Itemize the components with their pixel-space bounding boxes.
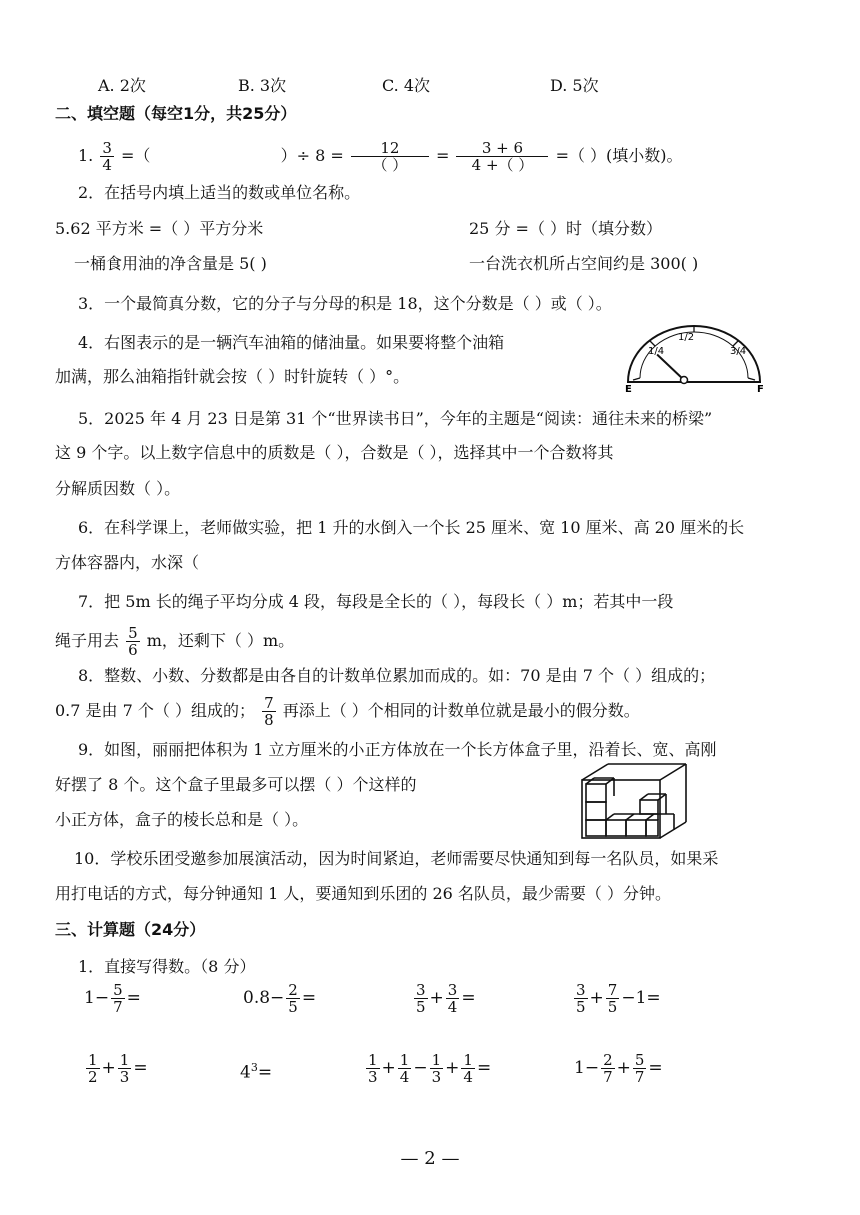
calc-fraction-2-den: 4 <box>399 1068 410 1086</box>
q1-frac3-num: 3 + 6 <box>456 140 548 157</box>
q8-part-b: 再添上（ ）个相同的计数单位就是最小的假分数。 <box>282 701 640 720</box>
q1-frac2-num: 12 <box>351 140 429 157</box>
q8-frac-num: 7 <box>264 694 274 712</box>
calc-fraction-2-num: 7 <box>607 981 618 999</box>
calc-fraction-3-den: 3 <box>431 1068 442 1086</box>
calc-operator-1: + <box>616 1058 631 1078</box>
q8-part-a: 0.7 是由 7 个（ ）组成的； <box>55 701 255 720</box>
question-6-line-2: 方体容器内，水深（ <box>55 553 200 572</box>
question-3: 3．一个最简真分数，它的分子与分母的积是 18，这个分数是（ ）或（ ）。 <box>78 294 612 313</box>
calc-fraction-2 <box>398 1052 412 1085</box>
calc-prefix: 1− <box>574 1058 600 1078</box>
q1-fraction-3 <box>456 140 548 173</box>
calc-fraction-1-num: 5 <box>113 981 123 999</box>
q1-mid1: ）÷ 8 = <box>280 146 344 165</box>
calc-prefix: 1− <box>84 988 110 1008</box>
calc-operator-3: + <box>445 1058 460 1078</box>
calc-operator-2: − <box>413 1058 428 1078</box>
q7-part-a: 绳子用去 <box>55 631 120 650</box>
calc-fraction-1-num: 1 <box>368 1051 378 1069</box>
q1-fraction-2 <box>351 140 429 173</box>
calc-fraction-1-den: 7 <box>113 998 123 1016</box>
gauge-label-full: F <box>757 384 764 392</box>
calc-fraction-2-den: 7 <box>634 1068 645 1086</box>
calc-fraction-4-num: 1 <box>463 1051 473 1069</box>
calc-equals: = <box>257 1062 273 1083</box>
calc-item-1 <box>84 978 141 1018</box>
calc-item-4 <box>572 978 661 1018</box>
gauge-label-empty: E <box>625 384 632 392</box>
calc-fraction-1-num: 3 <box>576 981 586 999</box>
section-2-title: 二、填空题（每空1分，共25分） <box>55 104 297 123</box>
question-4-line-1: 4．右图表示的是一辆汽车油箱的储油量。如果要将整个油箱 <box>78 333 505 352</box>
calc-fraction-2-den: 5 <box>607 998 618 1016</box>
question-1 <box>78 140 683 172</box>
question-9-line-2: 好摆了 8 个。这个盒子里最多可以摆（ ）个这样的 <box>55 775 417 794</box>
fuel-gauge-diagram <box>618 318 768 392</box>
question-9-line-1: 9．如图，丽丽把体积为 1 立方厘米的小正方体放在一个长方体盒子里，沿着长、宽、高刚 <box>78 740 717 759</box>
q8-frac-den: 8 <box>264 711 274 729</box>
question-2-a: 5.62 平方米 =（ ）平方分米 <box>55 219 264 238</box>
q1-fraction-1 <box>100 140 114 173</box>
question-8-line-2 <box>55 694 640 728</box>
q1-frac1-den: 4 <box>102 156 112 174</box>
calc-fraction-1 <box>286 982 300 1015</box>
calc-exponent: 3 <box>250 1061 258 1074</box>
question-2-b: 25 分 =（ ）时（填分数） <box>469 219 663 238</box>
calc-fraction-1-den: 7 <box>603 1068 613 1086</box>
calc-fraction-1-num: 2 <box>288 981 298 999</box>
question-2-d: 一台洗衣机所占空间约是 300( ) <box>469 254 699 273</box>
calc-equals: = <box>648 1058 663 1078</box>
question-8-line-1: 8．整数、小数、分数都是由各自的计数单位累加而成的。如：70 是由 7 个（ ）组成的； <box>78 666 716 685</box>
calc-equals: = <box>126 988 141 1008</box>
q1-frac2-den: （ ） <box>372 156 408 174</box>
question-4-line-2: 加满，那么油箱指针就会按（ ）时针旋转（ ）°。 <box>55 367 410 386</box>
question-5-line-1: 5．2025 年 4 月 23 日是第 31 个“世界读书日”，今年的主题是“阅读：通往未来的桥梁” <box>78 409 713 428</box>
calc-item-5 <box>84 1048 148 1088</box>
question-2: 2．在括号内填上适当的数或单位名称。 <box>78 183 361 202</box>
question-5-line-3: 分解质因数（ ）。 <box>55 479 181 498</box>
calc-fraction-4 <box>461 1052 475 1085</box>
calc-fraction-4-den: 4 <box>463 1068 473 1086</box>
option-c: C. 4次 <box>382 76 431 95</box>
q1-eq1: =（ <box>121 146 151 165</box>
q7-frac-den: 6 <box>128 641 138 659</box>
calc-fraction-1-den: 5 <box>576 998 586 1016</box>
q1-frac3-den: 4 +（ ） <box>471 156 534 174</box>
calc-fraction-2 <box>118 1052 132 1085</box>
question-7-line-1: 7．把 5m 长的绳子平均分成 4 段，每段是全长的（ ），每段长（ ）m；若其中一段 <box>78 592 674 611</box>
calc-equals: = <box>301 988 317 1008</box>
calc-fraction-1-den: 5 <box>416 998 426 1016</box>
section-3-title: 三、计算题（24分） <box>55 920 206 939</box>
q1-frac1-num: 3 <box>102 139 112 157</box>
cube-box-diagram <box>580 760 692 840</box>
gauge-pivot <box>681 377 688 384</box>
calc-fraction-3 <box>430 1052 444 1085</box>
section-3-subtitle: 1．直接写得数。（8 分） <box>78 957 256 976</box>
calc-fraction-1-den: 5 <box>288 998 298 1016</box>
calc-equals: = <box>476 1058 492 1078</box>
calc-item-8 <box>574 1048 663 1088</box>
calc-operator-1: + <box>589 988 604 1008</box>
calc-operator-1: + <box>101 1058 116 1078</box>
calc-equals: = <box>461 988 476 1008</box>
calc-item-2 <box>243 978 316 1018</box>
q7-fraction <box>126 625 140 658</box>
gauge-label-half: 1/2 <box>678 332 695 343</box>
calc-item-7 <box>364 1048 491 1088</box>
question-10-line-2: 用打电话的方式，每分钟通知 1 人，要通知到乐团的 26 名队员，最少需要（ ）分钟。 <box>55 884 671 903</box>
calc-fraction-2-num: 1 <box>399 1051 410 1069</box>
question-5-line-2: 这 9 个字。以上数字信息中的质数是（ ），合数是（ ），选择其中一个合数将其 <box>55 443 614 462</box>
q8-fraction <box>262 695 276 728</box>
calc-equals: = <box>133 1058 148 1078</box>
calc-fraction-2 <box>633 1052 647 1085</box>
calc-fraction-1 <box>414 982 428 1015</box>
page-footer: — 2 — <box>400 1148 460 1169</box>
question-2-c: 一桶食用油的净含量是 5( ) <box>74 254 267 273</box>
calc-prefix: 0.8− <box>243 988 285 1008</box>
calc-fraction-1 <box>111 982 125 1015</box>
question-10-line-1: 10．学校乐团受邀参加展演活动，因为时间紧迫，老师需要尽快通知到每一名队员，如果采 <box>74 849 719 868</box>
calc-fraction-1 <box>86 1052 100 1085</box>
calc-fraction-1-num: 2 <box>603 1051 613 1069</box>
q1-tail: =（ ）(填小数)。 <box>555 146 683 165</box>
calc-item-3 <box>412 978 476 1018</box>
calc-fraction-2-num: 1 <box>119 1051 130 1069</box>
calc-fraction-1-num: 1 <box>88 1051 98 1069</box>
calc-fraction-1 <box>366 1052 380 1085</box>
calc-equals: −1= <box>621 988 661 1008</box>
q1-number: 1. <box>78 146 94 165</box>
question-7-line-2 <box>55 624 294 658</box>
calc-fraction-2-num: 3 <box>447 981 458 999</box>
calc-fraction-1-den: 3 <box>368 1068 378 1086</box>
calc-fraction-2-den: 4 <box>447 998 458 1016</box>
question-6-line-1: 6．在科学课上，老师做实验，把 1 升的水倒入一个长 25 厘米、宽 10 厘米、高 20 厘米的长 <box>78 518 745 537</box>
calc-fraction-1-num: 3 <box>416 981 426 999</box>
q7-frac-num: 5 <box>128 624 138 642</box>
gauge-label-quarter: 1/4 <box>648 346 665 357</box>
calc-fraction-1 <box>574 982 588 1015</box>
gauge-label-three-quarter: 3/4 <box>730 346 747 357</box>
option-a: A. 2次 <box>98 76 146 95</box>
calc-prefix: 4 <box>240 1062 251 1083</box>
calc-fraction-3-num: 1 <box>431 1051 442 1069</box>
option-d: D. 5次 <box>550 76 599 95</box>
gauge-needle <box>657 355 684 381</box>
calc-fraction-1-den: 2 <box>88 1068 98 1086</box>
calc-fraction-2-num: 5 <box>634 1051 645 1069</box>
calc-fraction-2 <box>446 982 460 1015</box>
option-b: B. 3次 <box>238 76 287 95</box>
q7-part-b: m，还剩下（ ）m。 <box>146 631 295 650</box>
question-9-line-3: 小正方体，盒子的棱长总和是（ ）。 <box>55 810 309 829</box>
calc-item-6 <box>240 1048 272 1088</box>
calc-operator-1: + <box>429 988 444 1008</box>
calc-fraction-1 <box>601 1052 615 1085</box>
q1-eq2: = <box>435 146 450 165</box>
calc-fraction-2-den: 3 <box>119 1068 130 1086</box>
calc-fraction-2 <box>606 982 620 1015</box>
calc-operator-1: + <box>381 1058 396 1078</box>
